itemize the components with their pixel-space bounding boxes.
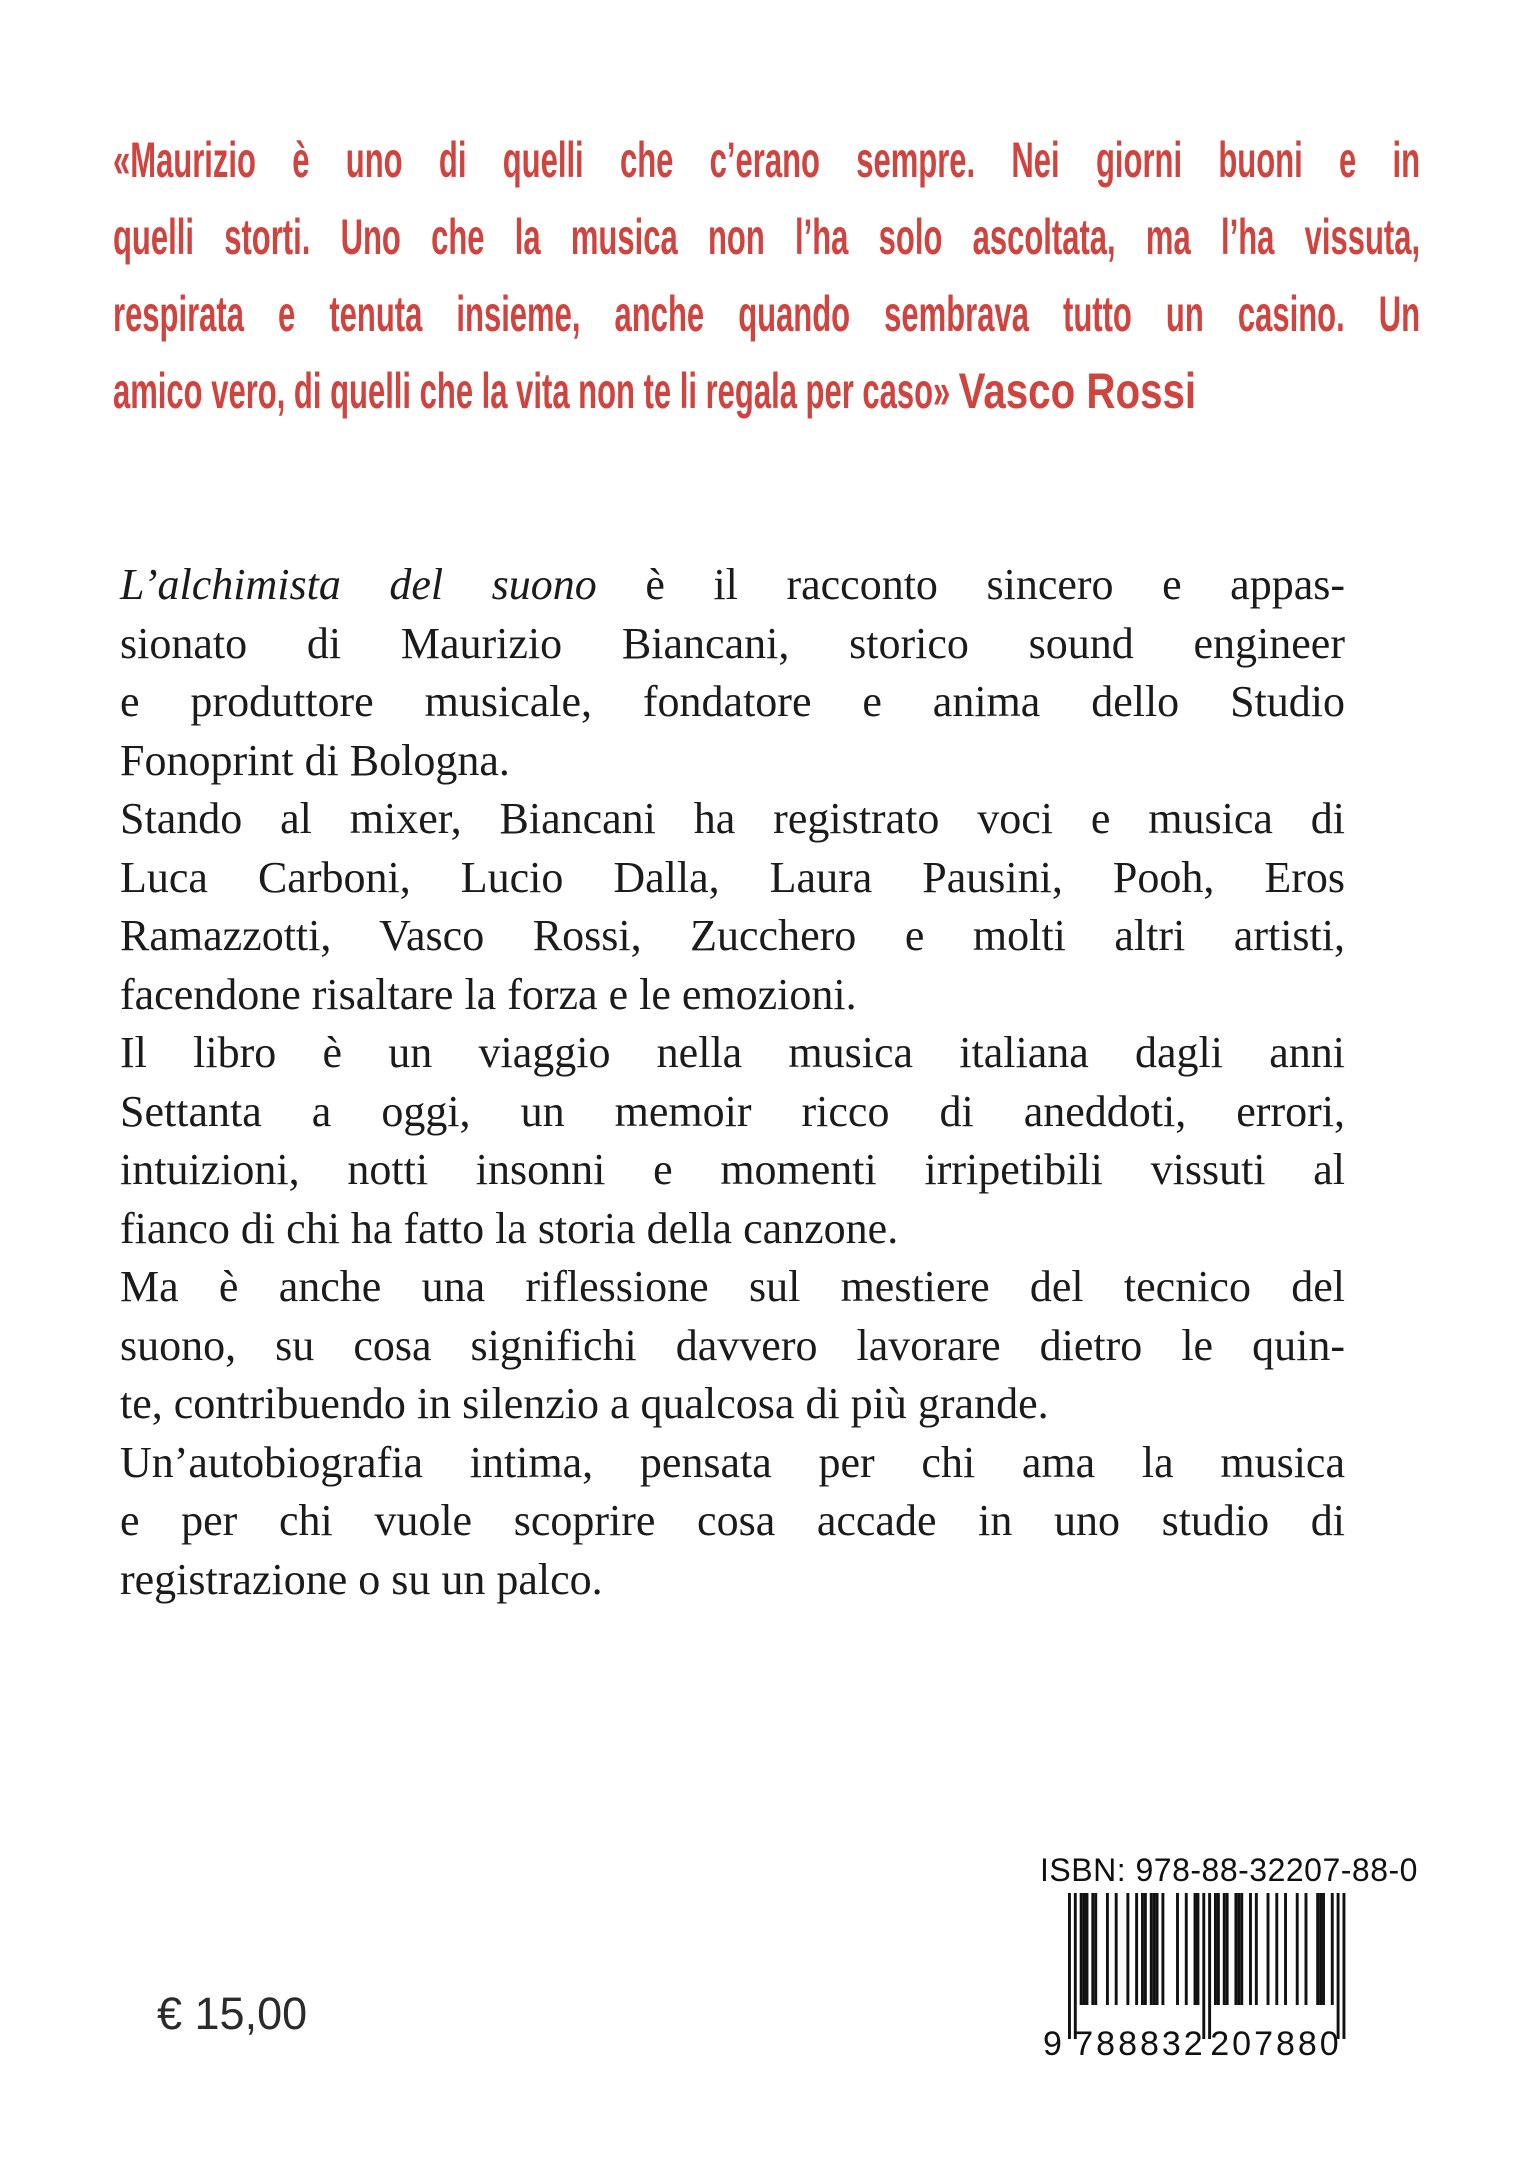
barcode-bar (1080, 1893, 1083, 2005)
barcode-bar (1068, 1893, 1071, 2039)
quote-line: amico vero, di quelli che la vita non te li regala per caso» Vasco Rossi (113, 363, 1197, 419)
barcode-bar (1255, 1893, 1258, 2005)
barcode-bar (1331, 1893, 1334, 2005)
barcode-bar (1156, 1893, 1159, 2005)
barcode-bar (1176, 1893, 1179, 2005)
barcode-bar (1275, 1893, 1278, 2005)
barcode-bar (1226, 1893, 1229, 2005)
barcode-bar (1091, 1893, 1094, 2005)
barcode-bar (1115, 1893, 1118, 2005)
quote-line: respirata e tenuta insieme, anche quando sembrava tutto un casino. Un (113, 286, 1421, 342)
barcode-bar (1237, 1893, 1240, 2005)
barcode-bar (1126, 1893, 1129, 2005)
price-label: € 15,00 (157, 1988, 308, 2039)
body-line: Settanta a oggi, un memoir ricco di aneddoti, errori, (120, 1086, 1345, 1136)
quote-block (113, 122, 1420, 430)
barcode-bar (1202, 1893, 1205, 2039)
barcode-digits: 788832 (1074, 2025, 1206, 2063)
barcode-bar (1249, 1893, 1252, 2005)
body-line: intuizioni, notti insonni e momenti irripetibili vissuti al (120, 1145, 1345, 1194)
barcode-bar (1208, 1893, 1211, 2039)
barcode-bar (1305, 1893, 1308, 2005)
barcode-bar (1267, 1893, 1270, 2005)
barcode-bar (1240, 1893, 1243, 2005)
barcode-bar (1161, 1893, 1164, 2005)
barcode-bar (1342, 1893, 1345, 2039)
barcode-bar (1074, 1893, 1077, 2039)
barcode (1040, 1893, 1360, 2065)
barcode-bar (1296, 1893, 1299, 2005)
body-line: te, contribuendo in silenzio a qualcosa di più grande. (120, 1379, 1049, 1428)
barcode-bar (1150, 1893, 1153, 2005)
barcode-bar (1144, 1893, 1147, 2005)
barcode-bar (1106, 1893, 1109, 2005)
body-line: registrazione o su un palco. (120, 1554, 603, 1604)
barcode-digits: 9 (1043, 2025, 1065, 2063)
body-line: suono, su cosa significhi davvero lavorare dietro le quin- (120, 1320, 1345, 1370)
body-line: facendone risaltare la forza e le emozioni. (120, 969, 857, 1019)
barcode-bar (1322, 1893, 1325, 2005)
body-line: Un’autobiografia intima, pensata per chi ama la musica (120, 1437, 1345, 1487)
barcode-bar (1196, 1893, 1199, 2005)
body-line: Ramazzotti, Vasco Rossi, Zucchero e molti altri artisti, (120, 911, 1345, 960)
isbn-label: ISBN: 978-88-32207-88-0 (1040, 1852, 1418, 1888)
body-line: e produttore musicale, fondatore e anima dello Studio (120, 677, 1345, 726)
barcode-bar (1153, 1893, 1156, 2005)
barcode-bar (1319, 1893, 1322, 2005)
barcode-bar (1337, 1893, 1340, 2039)
barcode-bar (1083, 1893, 1086, 2005)
barcode-bar (1214, 1893, 1217, 2005)
barcode-bar (1284, 1893, 1287, 2005)
barcode-bar (1217, 1893, 1220, 2005)
body-line: fianco di chi ha fatto la storia della canzone. (120, 1203, 899, 1253)
body-text (120, 556, 1345, 1609)
body-line: Luca Carboni, Lucio Dalla, Laura Pausini, Pooh, Eros (120, 852, 1345, 902)
barcode-bar (1135, 1893, 1138, 2005)
quote-line: quelli storti. Uno che la musica non l’ha solo ascoltata, ma l’ha vissuta, (113, 209, 1421, 265)
barcode-bar (1094, 1893, 1097, 2005)
barcode-bar (1194, 1893, 1197, 2005)
body-line: e per chi vuole scoprire cosa accade in uno studio di (120, 1496, 1345, 1545)
barcode-bar (1223, 1893, 1226, 2005)
body-line: sionato di Maurizio Biancani, storico sound engineer (120, 618, 1345, 668)
body-line: Il libro è un viaggio nella musica italiana dagli anni (120, 1028, 1345, 1077)
barcode-bar (1234, 1893, 1237, 2005)
barcode-bar (1086, 1893, 1089, 2005)
barcode-bar (1316, 1893, 1319, 2005)
barcode-digits: 207880 (1210, 2025, 1342, 2063)
barcode-bar (1185, 1893, 1188, 2005)
quote-line: «Maurizio è uno di quelli che c’erano sempre. Nei giorni buoni e in (113, 132, 1421, 188)
body-line: Stando al mixer, Biancani ha registrato voci e musica di (120, 794, 1345, 843)
body-line: Fonoprint di Bologna. (120, 735, 510, 785)
body-line: Ma è anche una riflessione sul mestiere del tecnico del (120, 1262, 1345, 1311)
isbn-block (1040, 1852, 1418, 2065)
barcode-bar (1141, 1893, 1144, 2005)
body-line: L’alchimista del suono è il racconto sincero e appas- (120, 560, 1345, 609)
